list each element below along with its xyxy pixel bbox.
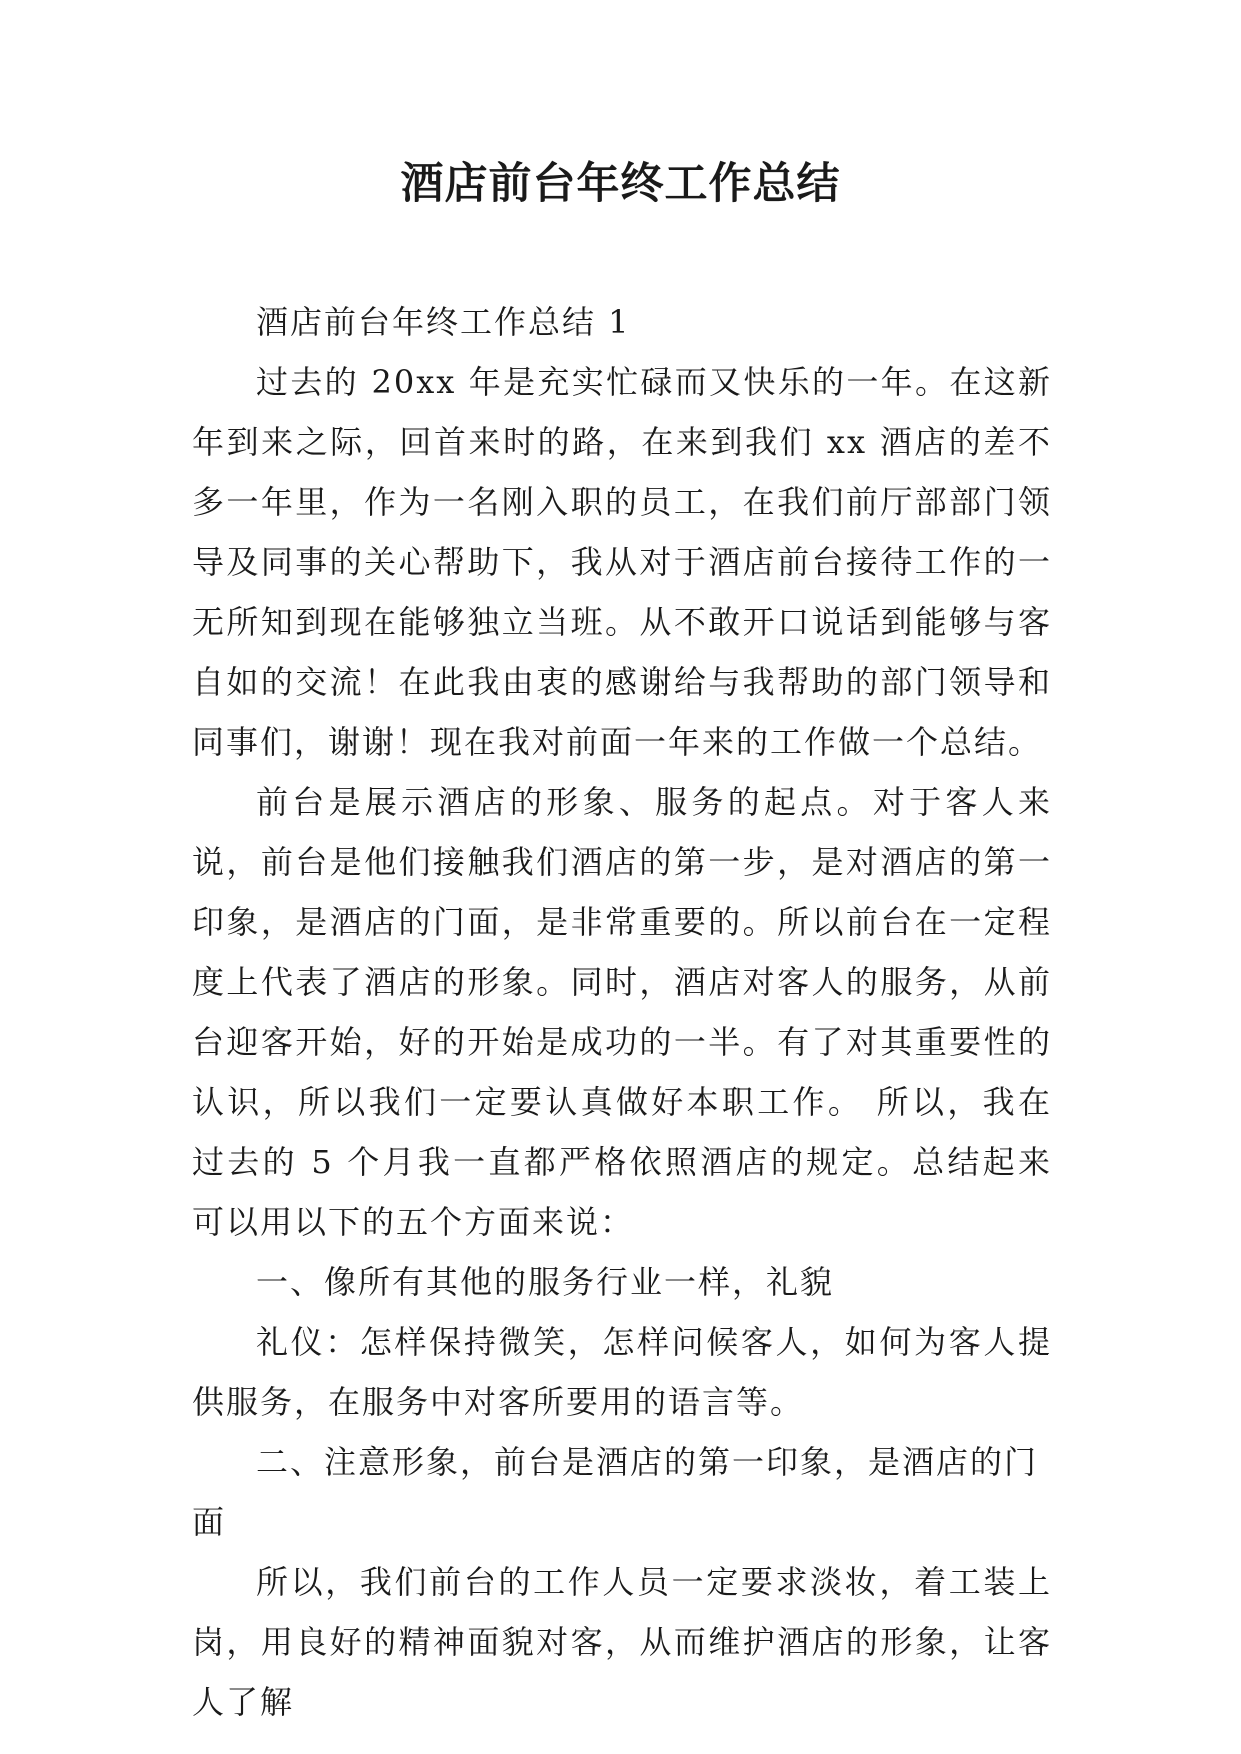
paragraph-front-desk-role: 前台是展示酒店的形象、服务的起点。对于客人来说，前台是他们接触我们酒店的第一步，是对酒店的第一印象，是酒店的门面，是非常重要的。所以前台在一定程度上代表了酒店的形象。同时，酒店对客人的服务，从前台迎客开始，好的开始是成功的一半。有了对其重要性的认识，所以我们一定要认真做好本职工作。 所以，我在过去的 5 个月我一直都严格依照酒店的规定。总结起来可以用以下的五个方面来说： — [192, 783, 1052, 1241]
document-body — [192, 292, 1052, 1732]
point-one-heading: 一、像所有其他的服务行业一样，礼貌 — [256, 1263, 835, 1301]
paragraph-appearance: 所以，我们前台的工作人员一定要求淡妆，着工装上岗，用良好的精神面貌对客，从而维护酒店的形象，让客人了解 — [192, 1563, 1052, 1721]
paragraph-etiquette: 礼仪：怎样保持微笑，怎样问候客人，如何为客人提供服务，在服务中对客所要用的语言等。 — [192, 1323, 1052, 1421]
section-heading: 酒店前台年终工作总结 1 — [256, 303, 631, 341]
paragraph-intro: 过去的 20xx 年是充实忙碌而又快乐的一年。在这新年到来之际，回首来时的路，在来到我们 xx 酒店的差不多一年里，作为一名刚入职的员工，在我们前厅部部门领导及同事的关心帮助下，我从对于酒店前台接待工作的一无所知到现在能够独立当班。从不敢开口说话到能够与客自如的交流！在此我由衷的感谢给与我帮助的部门领导和同事们，谢谢！现在我对前面一年来的工作做一个总结。 — [192, 363, 1052, 761]
point-two-heading: 二、注意形象，前台是酒店的第一印象，是酒店的门面 — [192, 1443, 1039, 1541]
document-title: 酒店前台年终工作总结 — [400, 159, 841, 209]
